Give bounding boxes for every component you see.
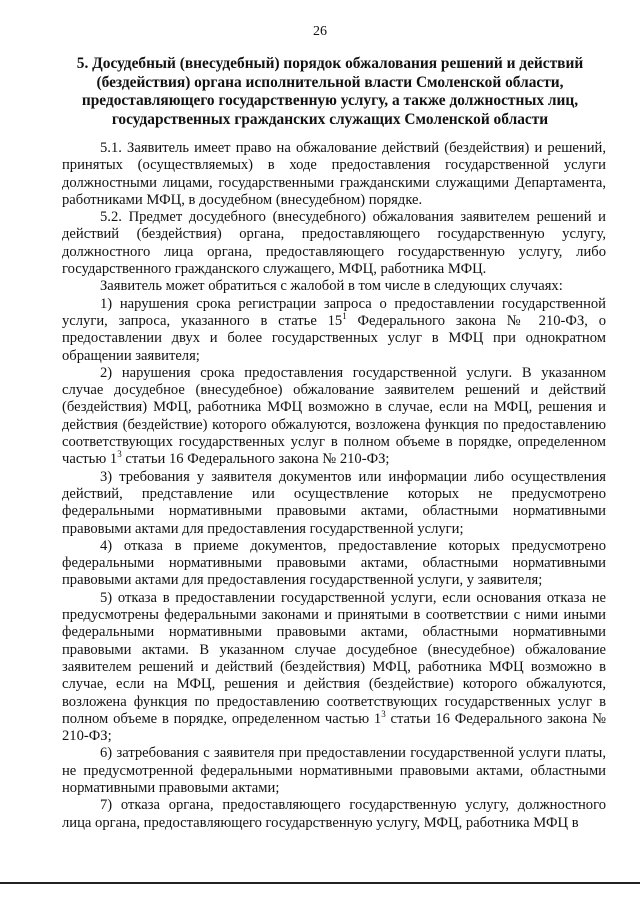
list-item-1-text: 1) нарушения срока регистрации запроса о предоставлении государственной услуги, запроса, указанного в статье 15 [62,295,606,329]
superscript: 3 [117,449,122,460]
list-item-1-text-cont: Федерального закона № 210-ФЗ, о предоставлении двух и более государственных услуг в МФЦ при однократном обращении заявителя; [62,312,606,364]
paragraph-5-1: 5.1. Заявитель имеет право на обжалование действий (бездействия) и решений, принятых (осуществляемых) в ходе предоставления государственной услуги должностными лицами, государственными гражданскими служащими Департамента, работниками МФЦ, в досудебном (внесудебном) порядке. [62,140,606,208]
paragraph-complaint-cases: Заявитель может обратиться с жалобой в том числе в следующих случаях: [100,278,563,295]
list-item-5 [62,590,606,746]
list-item-5-text-cont: статьи 16 Федерального закона № 210-ФЗ; [62,710,606,745]
paragraph-5-2: 5.2. Предмет досудебного (внесудебного) обжалования заявителем решений и действий (бездействия) органа, предоставляющего государственную услугу, должностного лица органа, предоставляющего государственную услугу, либо государственного гражданского служащего, МФЦ, работника МФЦ. [62,209,606,278]
list-item-3: 3) требования у заявителя документов или информации либо осуществления действий, представление или осуществление которых не предусмотрено федеральными нормативными правовыми актами, областными нормативными правовыми актами для предоставления государственной услуги; [62,468,606,537]
section-title: 5. Досудебный (внесудебный) порядок обжалования решений и действий (бездействия) органа исполнительной власти Смоленской области, предоставляющего государственную услугу, а также должностных лиц, государственных гражданских служащих Смоленской области [76,55,584,128]
page-number: 26 [313,24,327,39]
list-item-4: 4) отказа в приеме документов, предоставление которых предусмотрено федеральными нормативными правовыми актами, областными нормативными правовыми актами для предоставления государственной услуги, у заявителя; [62,537,606,589]
superscript: 1 [342,311,347,322]
list-item-2-text: 2) нарушения срока предоставления государственной услуги. В указанном случае досудебное (внесудебное) обжалование заявителем решений и действий (бездействия) МФЦ, работника МФЦ возможно в случае, если на МФЦ, решения и действия (бездействие) которого обжалуются, возложена функция по предоставлению соответствующих государственных услуг в полном объеме в порядке, определенном частью 1 [62,364,606,468]
list-item-1 [62,296,606,365]
bottom-rule [0,882,640,884]
list-item-2 [62,365,606,469]
document-body [62,140,606,832]
list-item-6: 6) затребования с заявителя при предоставлении государственной услуги платы, не предусмотренной федеральными нормативными правовыми актами, областными нормативными правовыми актами; [62,745,606,796]
list-item-7: 7) отказа органа, предоставляющего государственную услугу, должностного лица органа, предоставляющего государственную услугу, МФЦ, работника МФЦ в [62,797,606,831]
superscript: 3 [381,708,386,719]
list-item-5-text: 5) отказа в предоставлении государственной услуги, если основания отказа не предусмотрены федеральными законами и принятыми в соответствии с ними иными федеральными нормативными правовыми актами, областными нормативными правовыми актами. В указанном случае досудебное (внесудебное) обжалование заявителем решений и действий (бездействия) МФЦ, работника МФЦ возможно в случае, если на МФЦ, решения и действия (бездействие) которого обжалуются, возложена функция по предоставлению соответствующих государственных услуг в полном объеме в порядке, определенном частью 1 [62,589,606,727]
list-item-2-text-cont: статьи 16 Федерального закона № 210-ФЗ; [121,451,390,468]
